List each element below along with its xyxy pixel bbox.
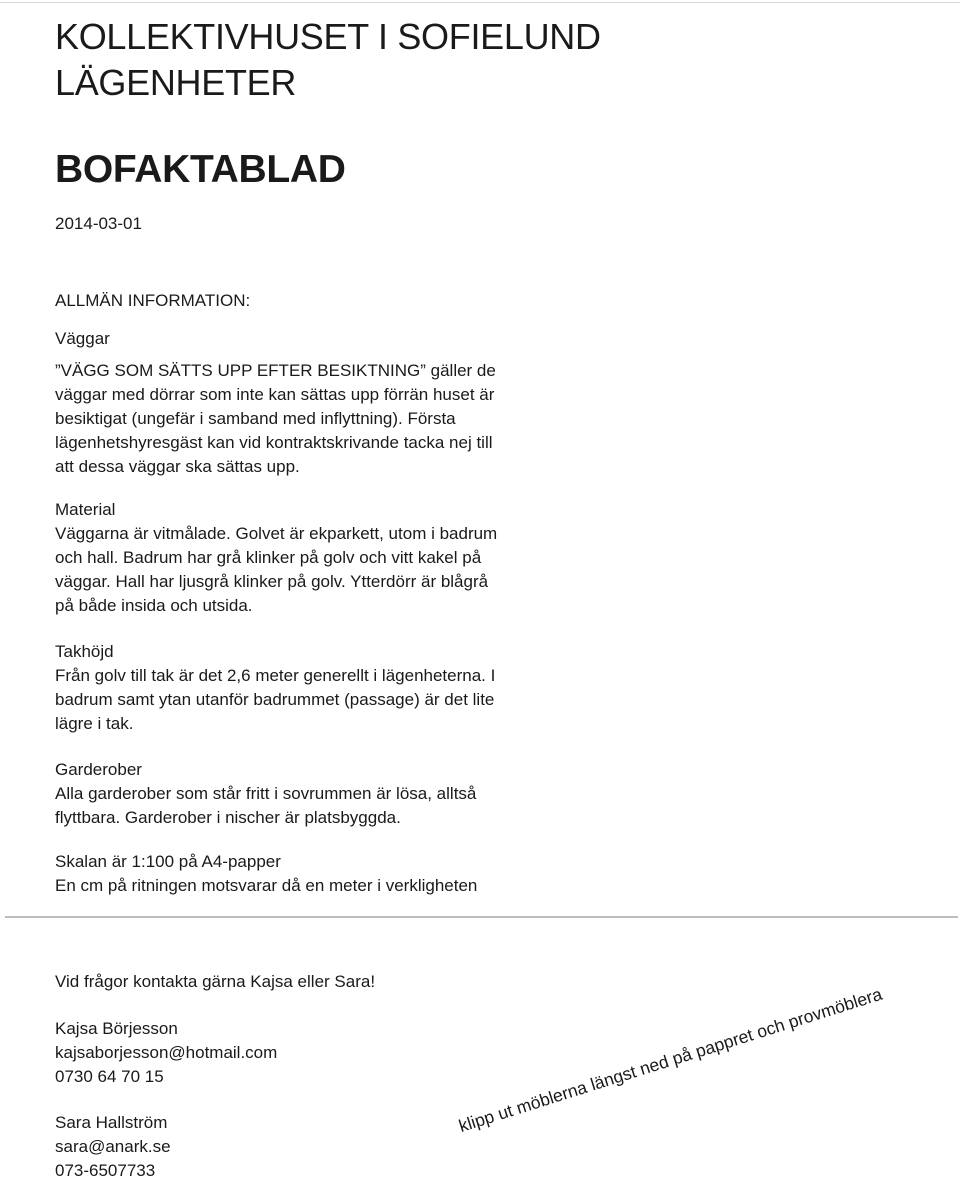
wardrobes-line: flyttbara. Garderober i nischer är platsbyggda. (55, 808, 401, 827)
scale-line: Skalan är 1:100 på A4-papper (55, 852, 281, 871)
contact-phone: 0730 64 70 15 (55, 1067, 164, 1086)
walls-line: att dessa väggar ska sättas upp. (55, 457, 300, 476)
contact-name: Sara Hallström (55, 1113, 168, 1132)
org-name-line-1: KOLLEKTIVHUSET I SOFIELUND (55, 16, 601, 57)
material-line: och hall. Badrum har grå klinker på golv och vitt kakel på (55, 548, 482, 567)
general-info-heading: ALLMÄN INFORMATION: (55, 291, 251, 310)
ceiling-line: badrum samt ytan utanför badrummet (passage) är det lite (55, 690, 495, 709)
document-date: 2014-03-01 (55, 214, 142, 233)
walls-line: ”VÄGG SOM SÄTTS UPP EFTER BESIKTNING” gäller de (55, 361, 496, 380)
contact-email: kajsaborjesson@hotmail.com (55, 1043, 278, 1062)
walls-line: väggar med dörrar som inte kan sättas upp förrän huset är (55, 385, 495, 404)
scale-line: En cm på ritningen motsvarar då en meter i verkligheten (55, 876, 478, 895)
walls-heading: Väggar (55, 329, 110, 348)
contact-intro: Vid frågor kontakta gärna Kajsa eller Sara! (55, 972, 376, 991)
ceiling-heading: Takhöjd (55, 642, 114, 661)
walls-text (55, 359, 496, 479)
material-section (55, 498, 497, 618)
ceiling-section (55, 640, 495, 736)
contact-name: Kajsa Börjesson (55, 1019, 178, 1038)
ceiling-line: Från golv till tak är det 2,6 meter generellt i lägenheterna. I (55, 666, 496, 685)
scale-section (55, 850, 477, 898)
section-divider (5, 916, 958, 918)
contact-email: sara@anark.se (55, 1137, 171, 1156)
contact-card (55, 1017, 277, 1089)
material-heading: Material (55, 500, 116, 519)
walls-line: lägenhetshyresgäst kan vid kontraktskrivande tacka nej till (55, 433, 493, 452)
org-name-line-2: LÄGENHETER (55, 62, 297, 103)
material-line: på både insida och utsida. (55, 596, 253, 615)
walls-line: besiktigat (ungefär i samband med inflyttning). Första (55, 409, 456, 428)
wardrobes-line: Alla garderober som står fritt i sovrummen är lösa, alltså (55, 784, 477, 803)
page-title: BOFAKTABLAD (55, 148, 346, 191)
wardrobes-heading: Garderober (55, 760, 142, 779)
contact-card (55, 1111, 171, 1183)
cutout-note: klipp ut möblerna längst ned på pappret och provmöblera (456, 983, 885, 1137)
material-line: Väggarna är vitmålade. Golvet är ekparkett, utom i badrum (55, 524, 498, 543)
contact-phone: 073-6507733 (55, 1161, 156, 1180)
walls-section (55, 327, 496, 479)
wardrobes-section (55, 758, 476, 830)
top-border (0, 2, 960, 3)
material-line: väggar. Hall har ljusgrå klinker på golv. Ytterdörr är blågrå (55, 572, 489, 591)
ceiling-line: lägre i tak. (55, 714, 134, 733)
